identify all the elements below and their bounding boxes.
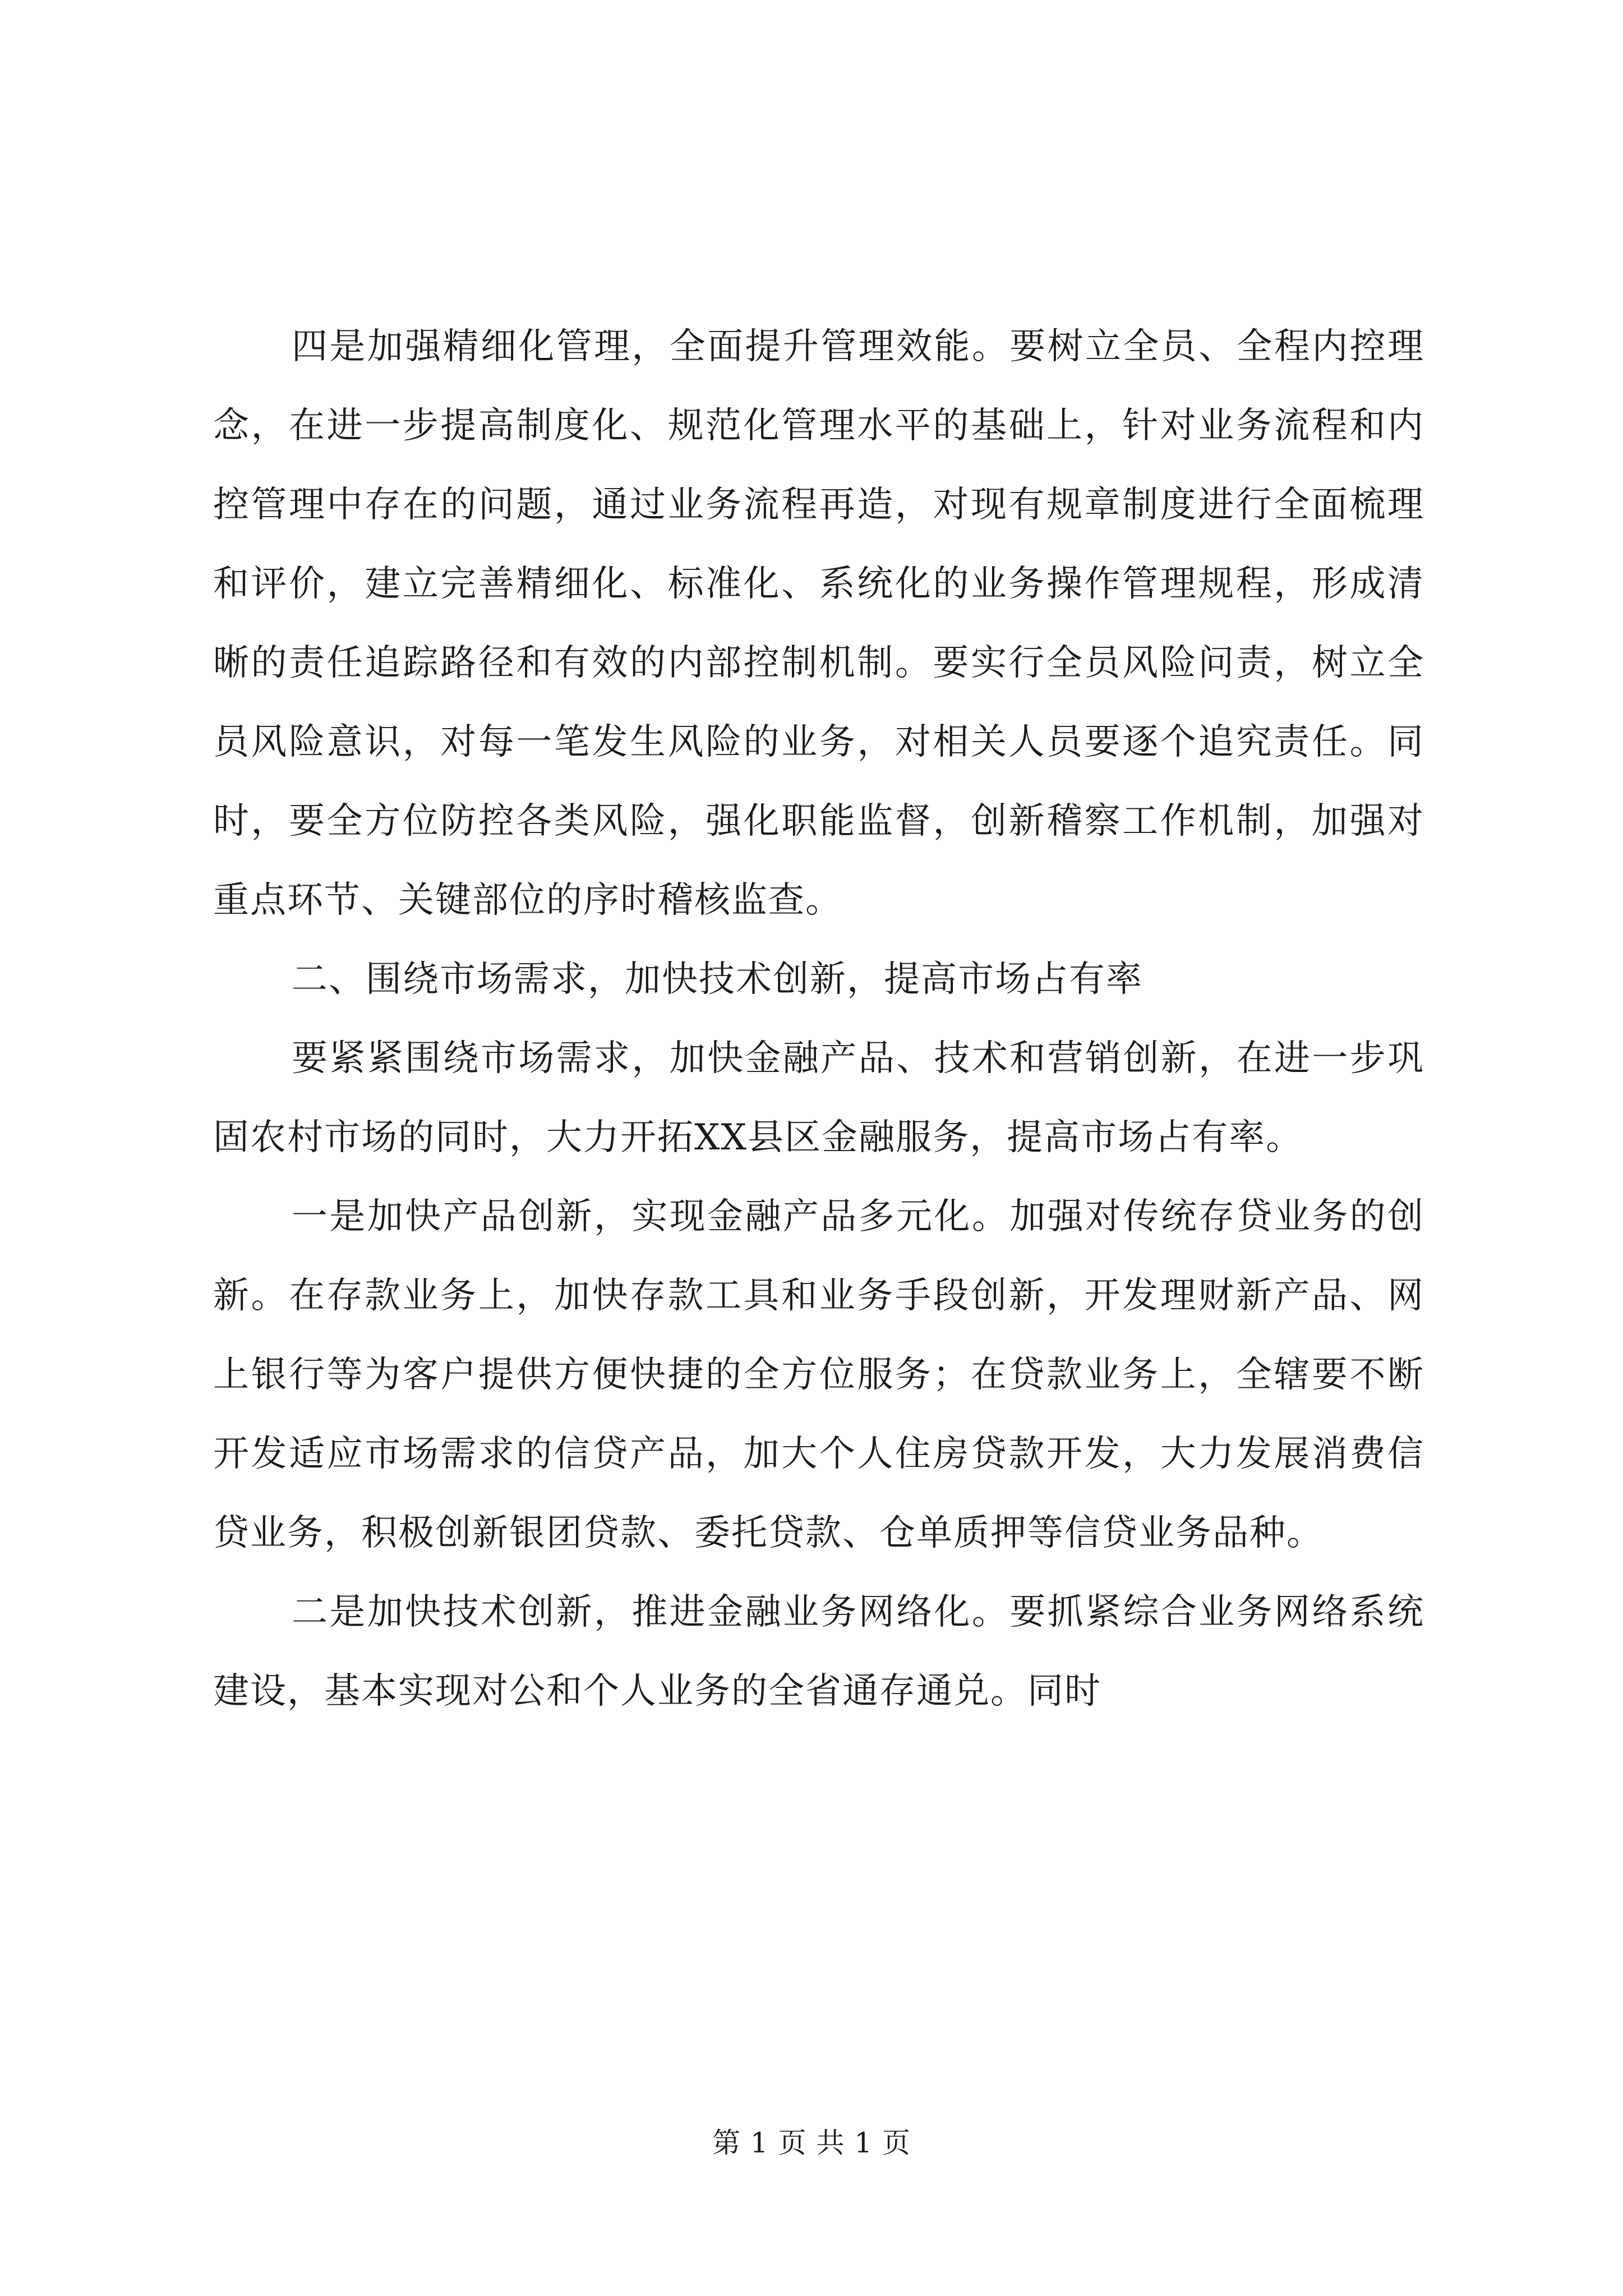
paragraph-internal-control: 四是加强精细化管理，全面提升管理效能。要树立全员、全程内控理念，在进一步提高制度化、规范化管理水平的基础上，针对业务流程和内控管理中存在的问题，通过业务流程再造，对现有规章制度进行全面梳理和评价，建立完善精细化、标准化、系统化的业务操作管理规程，形成清晰的责任追踪路径和有效的内部控制机制。要实行全员风险问责，树立全员风险意识，对每一笔发生风险的业务，对相关人员要逐个追究责任。同时，要全方位防控各类风险，强化职能监督，创新稽察工作机制，加强对重点环节、关键部位的序时稽核监查。	[213, 326, 1424, 921]
page-footer: 第 1 页 共 1 页	[712, 2127, 911, 2159]
section-heading-market-demand: 二、围绕市场需求，加快技术创新，提高市场占有率	[292, 959, 1143, 1000]
document-body	[213, 307, 1424, 1731]
paragraph-product-innovation: 一是加快产品创新，实现金融产品多元化。加强对传统存贷业务的创新。在存款业务上，加快存款工具和业务手段创新，开发理财新产品、网上银行等为客户提供方便快捷的全方位服务；在贷款业务上，全辖要不断开发适应市场需求的信贷产品，加大个人住房贷款开发，大力发展消费信贷业务，积极创新银团贷款、委托贷款、仓单质押等信贷业务品种。	[213, 1196, 1424, 1554]
paragraph-market-innovation: 要紧紧围绕市场需求，加快金融产品、技术和营销创新，在进一步巩固农村市场的同时，大力开拓XX县区金融服务，提高市场占有率。	[213, 1038, 1424, 1158]
paragraph-technology-innovation: 二是加快技术创新，推进金融业务网络化。要抓紧综合业务网络系统建设，基本实现对公和个人业务的全省通存通兑。同时	[213, 1591, 1424, 1712]
